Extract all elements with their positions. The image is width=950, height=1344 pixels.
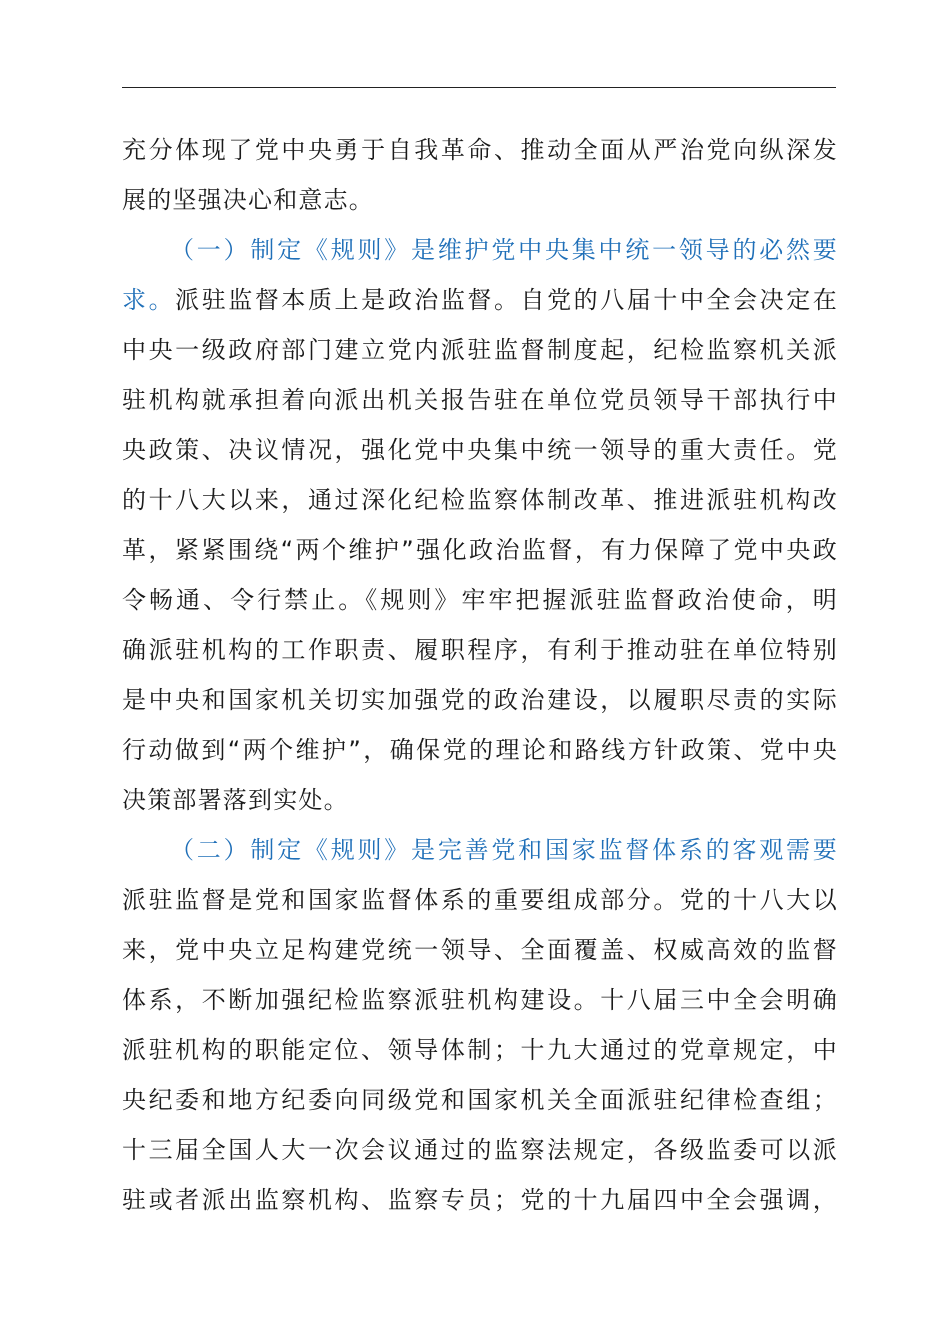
section-heading-2: （二）制定《规则》是完善党和国家监督体系的客观需要 [170,836,838,864]
text-line-1: 充分体现了党中央勇于自我革命、推动全面从严治党向纵深发 [122,136,838,164]
text-line-16: 体系，不断加强纪检监察派驻机构建设。十八届三中全会明确 [122,986,838,1014]
text-line-20: 驻或者派出监察机构、监察专员；党的十九届四中全会强调， [122,1186,838,1214]
text-line-15: 来，党中央立足构建党统一领导、全面覆盖、权威高效的监督 [122,936,838,964]
text-line-8: 革，紧紧围绕“两个维护”强化政治监督，有力保障了党中央政 [122,536,838,564]
text-line-5: 驻机构就承担着向派出机关报告驻在单位党员领导干部执行中 [122,386,838,414]
text-line-11: 是中央和国家机关切实加强党的政治建设，以履职尽责的实际 [122,686,838,714]
text-line-19: 十三届全国人大一次会议通过的监察法规定，各级监委可以派 [122,1136,838,1164]
text-line-18: 央纪委和地方纪委向同级党和国家机关全面派驻纪律检查组； [122,1086,838,1114]
header-rule [122,87,836,88]
text-line-9: 令畅通、令行禁止。《规则》牢牢把握派驻监督政治使命，明 [122,586,838,614]
text-line-6: 央政策、决议情况，强化党中央集中统一领导的重大责任。党 [122,436,838,464]
text-line-4: 中央一级政府部门建立党内派驻监督制度起，纪检监察机关派 [122,336,838,364]
text-line-12: 行动做到“两个维护”，确保党的理论和路线方针政策、党中央 [122,736,838,764]
text-line-3 [122,283,838,317]
text-line-2: 展的坚强决心和意志。 [122,186,374,214]
text-line-14: 派驻监督是党和国家监督体系的重要组成部分。党的十八大以 [122,886,838,914]
section-heading-1: （一）制定《规则》是维护党中央集中统一领导的必然要 [170,236,838,264]
text-line-17: 派驻机构的职能定位、领导体制；十九大通过的党章规定，中 [122,1036,838,1064]
text-line-13: 决策部署落到实处。 [122,786,349,814]
text-line-10: 确派驻机构的工作职责、履职程序，有利于推动驻在单位特别 [122,636,838,664]
section-heading-1-tail: 求。 [122,286,176,314]
text-line-7: 的十八大以来，通过深化纪检监察体制改革、推进派驻机构改 [122,486,838,514]
text-line-3-body: 派驻监督本质上是政治监督。自党的八届十中全会决定在 [175,286,838,314]
